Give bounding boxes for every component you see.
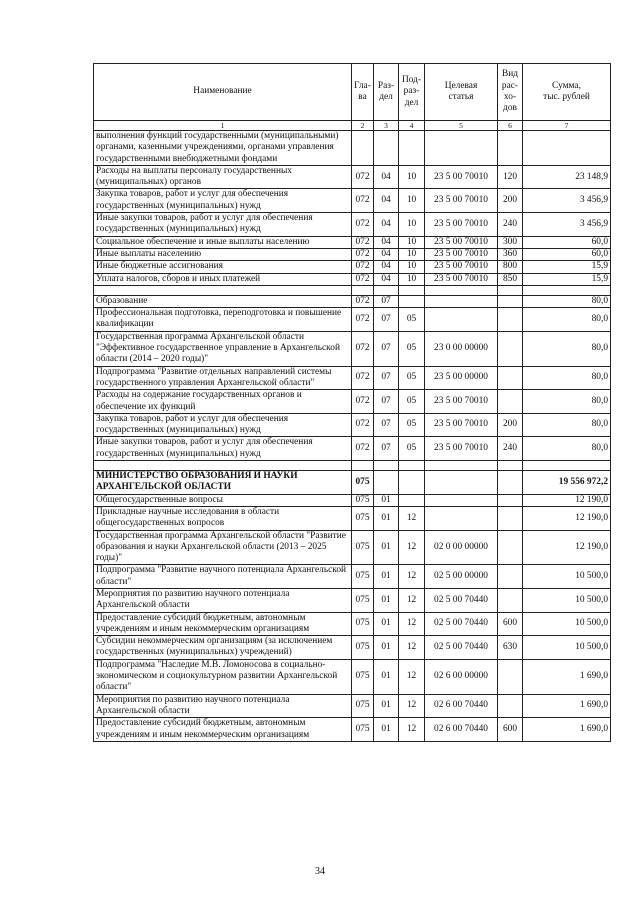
cell-target: 23 0 00 00000 <box>425 331 498 366</box>
cell-name: Закупка товаров, работ и услуг для обеспечения государственных (муниципальных) нужд <box>94 189 352 213</box>
cell-name <box>94 285 352 295</box>
cell-target: 23 5 00 70010 <box>425 413 498 437</box>
cell-glava: 072 <box>352 437 374 461</box>
cell-name: Мероприятия по развитию научного потенциала Архангельской области <box>94 588 352 612</box>
column-number: 7 <box>523 121 611 131</box>
cell-name: Образование <box>94 295 352 307</box>
cell-vid: 200 <box>498 189 523 213</box>
cell-razdel <box>374 471 399 495</box>
cell-target: 02 5 00 00000 <box>425 565 498 589</box>
cell-name: Расходы на выплаты персоналу государственных (муниципальных) органов <box>94 165 352 189</box>
cell-name: Социальное обеспечение и иные выплаты населению <box>94 236 352 248</box>
cell-target: 02 5 00 70440 <box>425 612 498 636</box>
table-row <box>94 718 611 742</box>
table-row <box>94 612 611 636</box>
cell-sum: 10 500,0 <box>523 565 611 589</box>
cell-vid: 240 <box>498 213 523 237</box>
header-glava: Гла- ва <box>352 64 374 121</box>
cell-vid: 200 <box>498 413 523 437</box>
cell-glava: 075 <box>352 694 374 718</box>
cell-glava: 075 <box>352 565 374 589</box>
cell-sum: 12 190,0 <box>523 494 611 506</box>
column-number: 2 <box>352 121 374 131</box>
cell-name: Прикладные научные исследования в области общегосударственных вопросов <box>94 506 352 530</box>
table-row <box>94 295 611 307</box>
cell-podrazdel: 05 <box>399 413 425 437</box>
cell-name: Подпрограмма "Наследие М.В. Ломоносова в социально-экономическом и социокультурном развитии Архангельской области" <box>94 659 352 694</box>
cell-podrazdel: 12 <box>399 694 425 718</box>
cell-target: 23 5 00 70010 <box>425 236 498 248</box>
cell-name: Профессиональная подготовка, переподготовка и повышение квалификации <box>94 308 352 332</box>
cell-razdel: 07 <box>374 331 399 366</box>
cell-target: 23 5 00 70010 <box>425 213 498 237</box>
column-number-row <box>94 121 611 131</box>
column-number: 6 <box>498 121 523 131</box>
cell-target: 23 5 00 70010 <box>425 261 498 273</box>
cell-razdel: 07 <box>374 413 399 437</box>
cell-sum: 12 190,0 <box>523 506 611 530</box>
table-row <box>94 366 611 390</box>
cell-target <box>425 295 498 307</box>
table-row <box>94 261 611 273</box>
cell-target: 02 5 00 70440 <box>425 636 498 660</box>
cell-target <box>425 461 498 471</box>
cell-razdel: 04 <box>374 273 399 285</box>
cell-razdel: 07 <box>374 308 399 332</box>
cell-glava <box>352 131 374 166</box>
cell-sum: 10 500,0 <box>523 588 611 612</box>
cell-name: Субсидии некоммерческим организациям (за исключением государственных (муниципальных) учреждений) <box>94 636 352 660</box>
table-row <box>94 308 611 332</box>
table-row <box>94 165 611 189</box>
table-row <box>94 636 611 660</box>
cell-razdel: 04 <box>374 248 399 260</box>
table-row <box>94 248 611 260</box>
cell-sum <box>523 131 611 166</box>
cell-sum: 3 456,9 <box>523 213 611 237</box>
cell-target: 23 5 00 70010 <box>425 248 498 260</box>
cell-name: Закупка товаров, работ и услуг для обеспечения государственных (муниципальных) нужд <box>94 413 352 437</box>
table-row <box>94 273 611 285</box>
table-row <box>94 236 611 248</box>
table-row <box>94 131 611 166</box>
cell-sum: 15,9 <box>523 273 611 285</box>
cell-glava: 075 <box>352 718 374 742</box>
cell-sum: 10 500,0 <box>523 612 611 636</box>
cell-razdel <box>374 461 399 471</box>
cell-name: Иные бюджетные ассигнования <box>94 261 352 273</box>
cell-podrazdel: 12 <box>399 506 425 530</box>
cell-podrazdel: 10 <box>399 189 425 213</box>
cell-glava: 072 <box>352 295 374 307</box>
table-row <box>94 565 611 589</box>
cell-glava: 075 <box>352 471 374 495</box>
cell-razdel: 01 <box>374 659 399 694</box>
cell-glava: 075 <box>352 530 374 565</box>
cell-glava: 072 <box>352 273 374 285</box>
cell-glava: 072 <box>352 390 374 414</box>
cell-sum: 1 690,0 <box>523 694 611 718</box>
cell-name: Общегосударственные вопросы <box>94 494 352 506</box>
cell-vid <box>498 506 523 530</box>
cell-sum: 80,0 <box>523 331 611 366</box>
cell-vid: 850 <box>498 273 523 285</box>
cell-razdel: 01 <box>374 694 399 718</box>
header-podrazdel: Под- раз- дел <box>399 64 425 121</box>
cell-razdel: 01 <box>374 588 399 612</box>
cell-name: Иные закупки товаров, работ и услуг для обеспечения государственных (муниципальных) нужд <box>94 213 352 237</box>
cell-vid <box>498 295 523 307</box>
header-razdel: Раз- дел <box>374 64 399 121</box>
cell-razdel <box>374 285 399 295</box>
cell-podrazdel: 10 <box>399 236 425 248</box>
cell-glava: 072 <box>352 236 374 248</box>
cell-target: 23 5 00 70010 <box>425 165 498 189</box>
cell-razdel: 07 <box>374 366 399 390</box>
cell-name: Расходы на содержание государственных органов и обеспечение их функций <box>94 390 352 414</box>
cell-target: 02 0 00 00000 <box>425 530 498 565</box>
cell-sum: 1 690,0 <box>523 718 611 742</box>
cell-glava: 072 <box>352 413 374 437</box>
cell-glava: 075 <box>352 612 374 636</box>
cell-target: 23 5 00 70010 <box>425 390 498 414</box>
cell-razdel: 07 <box>374 295 399 307</box>
cell-vid: 300 <box>498 236 523 248</box>
cell-glava: 075 <box>352 494 374 506</box>
cell-name: Иные закупки товаров, работ и услуг для обеспечения государственных (муниципальных) нужд <box>94 437 352 461</box>
cell-podrazdel: 10 <box>399 273 425 285</box>
cell-target: 02 5 00 70440 <box>425 588 498 612</box>
cell-razdel: 01 <box>374 530 399 565</box>
cell-vid <box>498 131 523 166</box>
cell-podrazdel <box>399 471 425 495</box>
cell-vid <box>498 494 523 506</box>
cell-podrazdel: 12 <box>399 636 425 660</box>
cell-podrazdel: 05 <box>399 331 425 366</box>
cell-podrazdel: 12 <box>399 588 425 612</box>
cell-podrazdel: 10 <box>399 213 425 237</box>
cell-razdel: 01 <box>374 612 399 636</box>
cell-sum: 80,0 <box>523 308 611 332</box>
cell-vid: 600 <box>498 612 523 636</box>
table-row <box>94 471 611 495</box>
cell-razdel: 01 <box>374 718 399 742</box>
cell-name <box>94 461 352 471</box>
cell-vid <box>498 285 523 295</box>
cell-name: МИНИСТЕРСТВО ОБРАЗОВАНИЯ И НАУКИ АРХАНГЕЛЬСКОЙ ОБЛАСТИ <box>94 471 352 495</box>
cell-name: Иные выплаты населению <box>94 248 352 260</box>
cell-name: Подпрограмма "Развитие отдельных направлений системы государственного управления Архангельской области" <box>94 366 352 390</box>
cell-glava <box>352 461 374 471</box>
cell-name: Мероприятия по развитию научного потенциала Архангельской области <box>94 694 352 718</box>
cell-glava: 072 <box>352 213 374 237</box>
cell-razdel: 04 <box>374 261 399 273</box>
column-number: 1 <box>94 121 352 131</box>
cell-name: Уплата налогов, сборов и иных платежей <box>94 273 352 285</box>
cell-glava <box>352 285 374 295</box>
cell-glava: 072 <box>352 189 374 213</box>
cell-podrazdel <box>399 295 425 307</box>
column-number: 3 <box>374 121 399 131</box>
cell-target <box>425 471 498 495</box>
cell-podrazdel: 10 <box>399 261 425 273</box>
budget-table <box>93 63 611 742</box>
cell-vid <box>498 461 523 471</box>
cell-name: выполнения функций государственными (муниципальными) органами, казенными учреждениями, органами управления государственными внебюджетными фондами <box>94 131 352 166</box>
cell-target: 02 6 00 70440 <box>425 694 498 718</box>
cell-glava: 072 <box>352 308 374 332</box>
cell-vid <box>498 471 523 495</box>
table-row <box>94 659 611 694</box>
table-row <box>94 694 611 718</box>
cell-vid <box>498 366 523 390</box>
cell-target: 23 5 00 00000 <box>425 366 498 390</box>
cell-razdel: 01 <box>374 494 399 506</box>
cell-target: 02 6 00 70440 <box>425 718 498 742</box>
cell-vid <box>498 308 523 332</box>
header-sum: Сумма, тыс. рублей <box>523 64 611 121</box>
column-number: 5 <box>425 121 498 131</box>
table-row <box>94 331 611 366</box>
cell-sum: 60,0 <box>523 236 611 248</box>
cell-podrazdel <box>399 131 425 166</box>
cell-vid: 630 <box>498 636 523 660</box>
cell-vid <box>498 588 523 612</box>
cell-target: 23 5 00 70010 <box>425 189 498 213</box>
table-row <box>94 588 611 612</box>
cell-podrazdel: 05 <box>399 390 425 414</box>
cell-sum: 19 556 972,2 <box>523 471 611 495</box>
cell-target: 02 6 00 00000 <box>425 659 498 694</box>
cell-target <box>425 285 498 295</box>
cell-razdel: 04 <box>374 213 399 237</box>
cell-glava: 072 <box>352 261 374 273</box>
cell-razdel: 01 <box>374 565 399 589</box>
cell-vid: 360 <box>498 248 523 260</box>
cell-glava: 072 <box>352 366 374 390</box>
cell-glava: 075 <box>352 588 374 612</box>
cell-podrazdel <box>399 285 425 295</box>
cell-glava: 075 <box>352 636 374 660</box>
cell-sum: 12 190,0 <box>523 530 611 565</box>
cell-sum: 60,0 <box>523 248 611 260</box>
cell-glava: 072 <box>352 331 374 366</box>
cell-glava: 072 <box>352 248 374 260</box>
cell-sum: 10 500,0 <box>523 636 611 660</box>
blank-row <box>94 461 611 471</box>
table-row <box>94 530 611 565</box>
cell-podrazdel: 10 <box>399 248 425 260</box>
cell-razdel: 07 <box>374 437 399 461</box>
header-vid: Вид рас- хо- дов <box>498 64 523 121</box>
cell-podrazdel: 12 <box>399 718 425 742</box>
cell-vid <box>498 331 523 366</box>
cell-vid <box>498 390 523 414</box>
cell-vid: 600 <box>498 718 523 742</box>
cell-target <box>425 494 498 506</box>
cell-vid <box>498 694 523 718</box>
cell-sum: 80,0 <box>523 366 611 390</box>
cell-podrazdel: 10 <box>399 165 425 189</box>
cell-razdel <box>374 131 399 166</box>
cell-razdel: 04 <box>374 236 399 248</box>
cell-podrazdel: 05 <box>399 437 425 461</box>
cell-podrazdel: 12 <box>399 530 425 565</box>
cell-podrazdel: 12 <box>399 612 425 636</box>
cell-razdel: 04 <box>374 189 399 213</box>
column-number: 4 <box>399 121 425 131</box>
cell-vid <box>498 659 523 694</box>
cell-podrazdel <box>399 494 425 506</box>
cell-sum: 15,9 <box>523 261 611 273</box>
table-header-row <box>94 64 611 121</box>
cell-razdel: 01 <box>374 506 399 530</box>
cell-name: Предоставление субсидий бюджетным, автономным учреждениям и иным некоммерческим организациям <box>94 612 352 636</box>
cell-vid: 800 <box>498 261 523 273</box>
header-target: Целевая статья <box>425 64 498 121</box>
cell-sum: 23 148,9 <box>523 165 611 189</box>
table-row <box>94 390 611 414</box>
cell-razdel: 04 <box>374 165 399 189</box>
cell-podrazdel: 05 <box>399 308 425 332</box>
cell-sum: 80,0 <box>523 437 611 461</box>
cell-name: Предоставление субсидий бюджетным, автономным учреждениям и иным некоммерческим организациям <box>94 718 352 742</box>
header-name: Наименование <box>94 64 352 121</box>
table-row <box>94 494 611 506</box>
cell-sum: 80,0 <box>523 295 611 307</box>
cell-glava: 075 <box>352 506 374 530</box>
cell-target <box>425 506 498 530</box>
cell-sum: 3 456,9 <box>523 189 611 213</box>
cell-podrazdel: 12 <box>399 659 425 694</box>
cell-vid <box>498 530 523 565</box>
cell-name: Государственная программа Архангельской области "Развитие образования и науки Архангельской области (2013 – 2025 годы)" <box>94 530 352 565</box>
cell-podrazdel: 12 <box>399 565 425 589</box>
table-row <box>94 506 611 530</box>
table-body <box>94 131 611 742</box>
table-row <box>94 189 611 213</box>
page-number: 34 <box>315 866 325 877</box>
cell-glava: 075 <box>352 659 374 694</box>
cell-target: 23 5 00 70010 <box>425 273 498 285</box>
cell-glava: 072 <box>352 165 374 189</box>
cell-vid <box>498 565 523 589</box>
cell-podrazdel <box>399 461 425 471</box>
cell-name: Государственная программа Архангельской области "Эффективное государственное управление в Архангельской области (2014 – 2020 годы)" <box>94 331 352 366</box>
cell-sum: 1 690,0 <box>523 659 611 694</box>
cell-vid: 240 <box>498 437 523 461</box>
cell-target <box>425 131 498 166</box>
cell-name: Подпрограмма "Развитие научного потенциала Архангельской области" <box>94 565 352 589</box>
cell-podrazdel: 05 <box>399 366 425 390</box>
cell-sum <box>523 285 611 295</box>
cell-sum <box>523 461 611 471</box>
table-row <box>94 213 611 237</box>
cell-target <box>425 308 498 332</box>
cell-vid: 120 <box>498 165 523 189</box>
table-row <box>94 413 611 437</box>
blank-row <box>94 285 611 295</box>
cell-sum: 80,0 <box>523 390 611 414</box>
cell-razdel: 01 <box>374 636 399 660</box>
cell-sum: 80,0 <box>523 413 611 437</box>
cell-target: 23 5 00 70010 <box>425 437 498 461</box>
table-row <box>94 437 611 461</box>
cell-razdel: 07 <box>374 390 399 414</box>
